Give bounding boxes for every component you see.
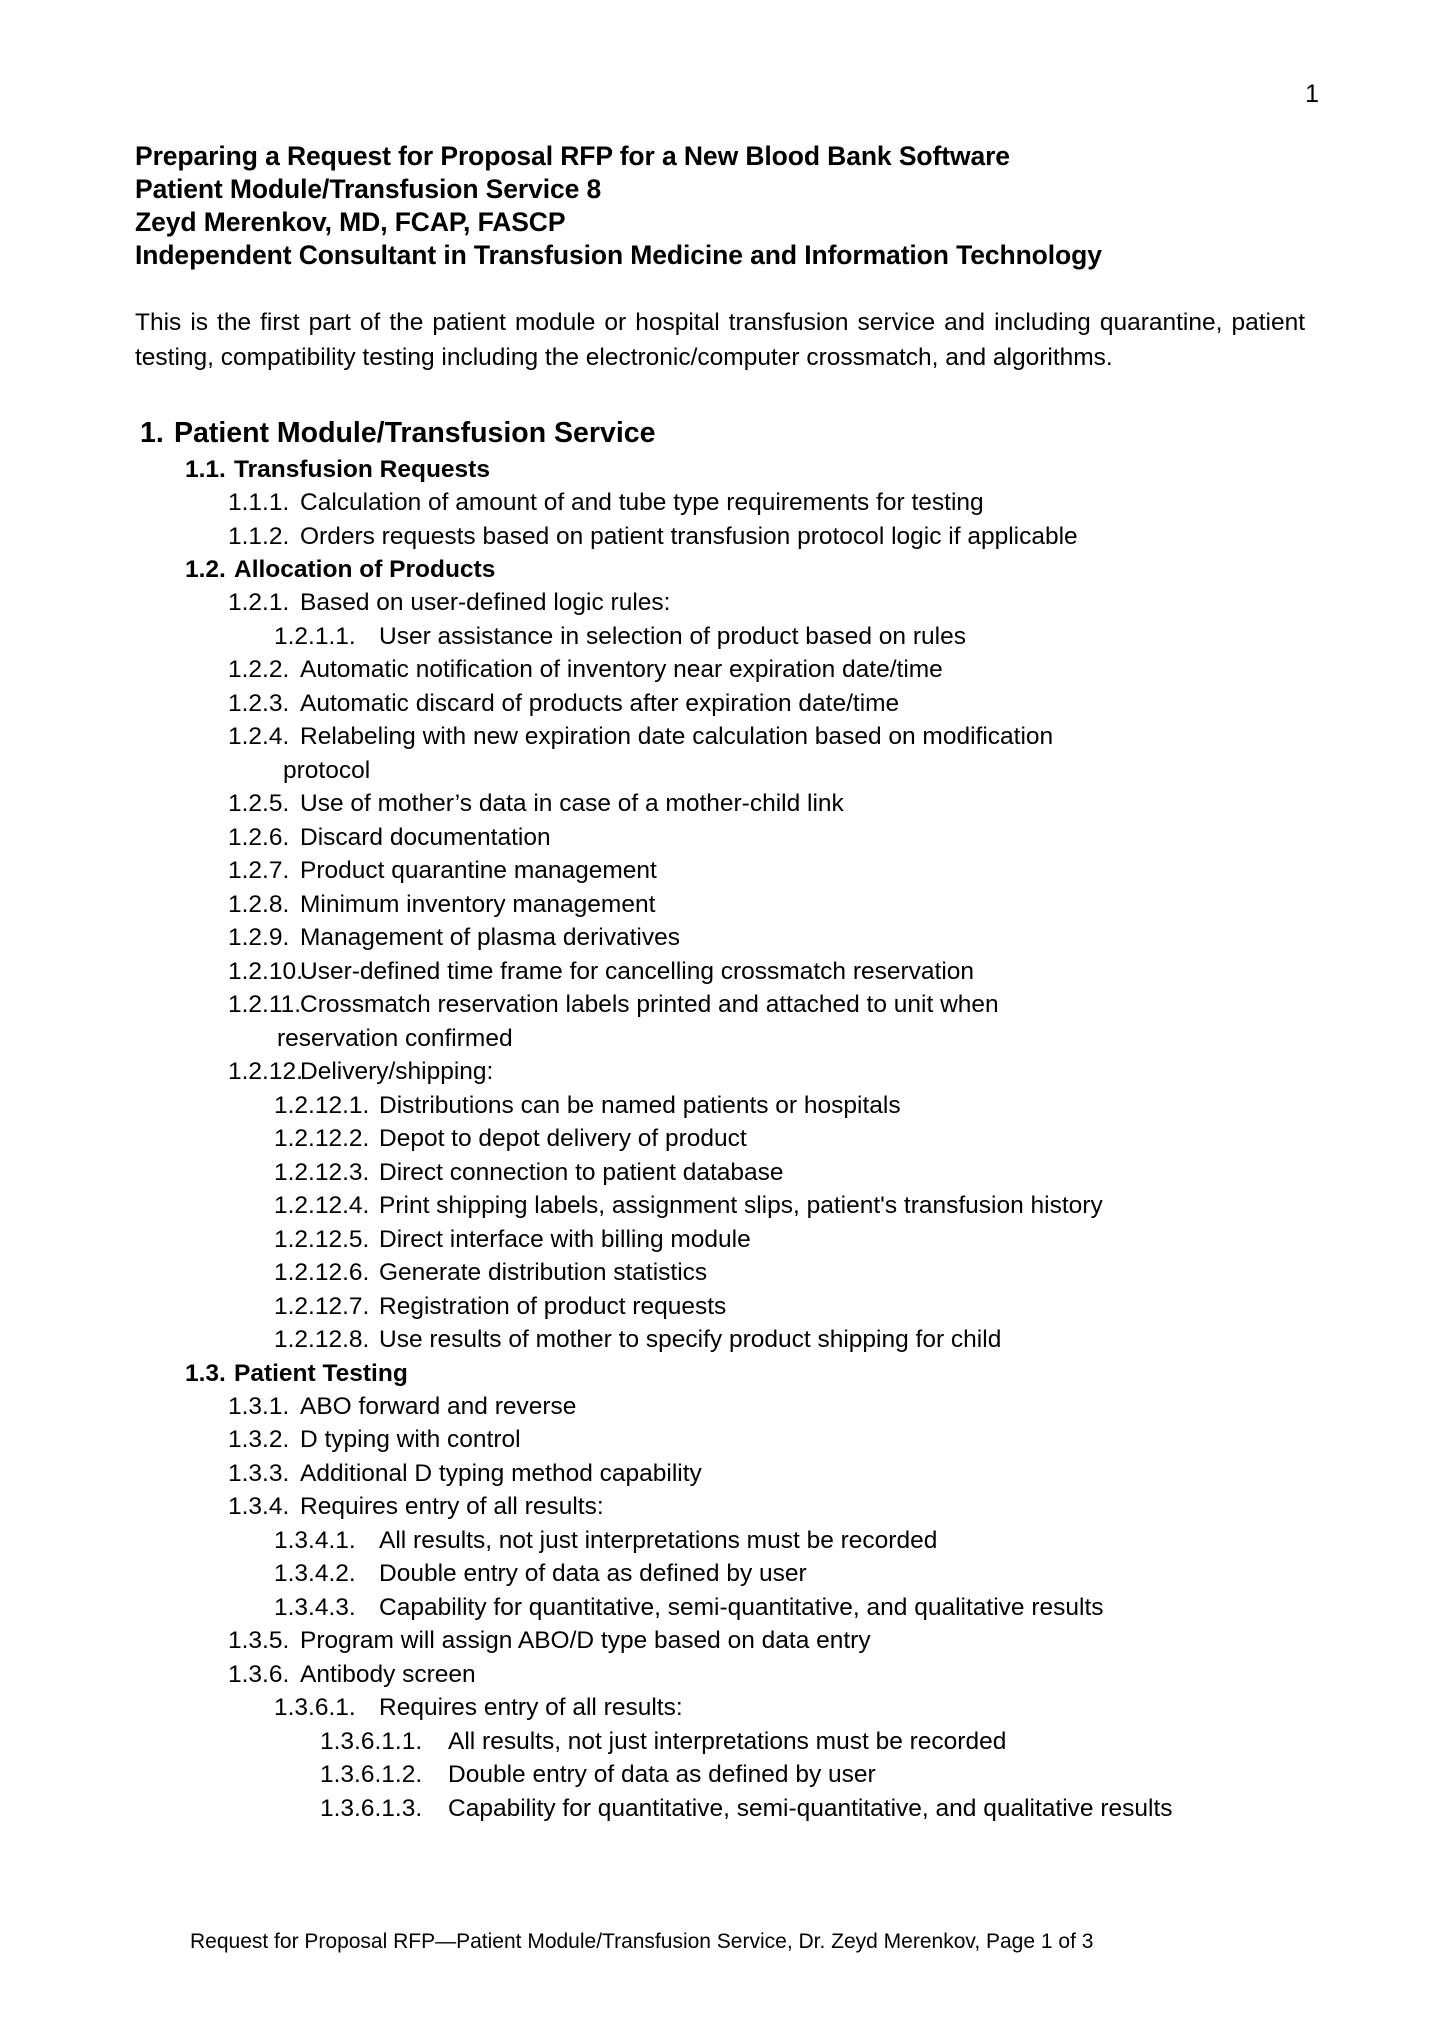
- outline-number: 1.3.4.3.: [274, 1593, 356, 1621]
- outline-text: Generate distribution statistics: [379, 1259, 708, 1286]
- outline-item-1-3-1: [135, 1390, 1305, 1424]
- outline-item-1-2-4-continuation: protocol: [283, 756, 371, 784]
- outline-item-1-1-1: [135, 486, 1305, 520]
- outline-number: 1.2.1.: [228, 589, 290, 616]
- document-content: [135, 140, 1305, 1825]
- outline-number: 1.2.12.1.: [274, 1091, 370, 1119]
- outline-text: Automatic discard of products after expiration date/time: [300, 689, 900, 717]
- outline-item-1-2-11-continuation: reservation confirmed: [277, 1024, 513, 1052]
- outline-text: All results, not just interpretations must be recorded: [379, 1526, 938, 1554]
- outline-text: Double entry of data as defined by user: [379, 1560, 807, 1587]
- outline-item-1-3-4-2: [135, 1557, 1305, 1591]
- outline-text: Capability for quantitative, semi-quantitative, and qualitative results: [448, 1794, 1173, 1822]
- outline-number: 1.2.: [185, 556, 226, 583]
- outline-item-1-3-5: [135, 1624, 1305, 1658]
- outline-text: ABO forward and reverse: [300, 1392, 577, 1420]
- page-footer: Request for Proposal RFP—Patient Module/Transfusion Service, Dr. Zeyd Merenkov, Page 1 of 3: [190, 1930, 1094, 1953]
- outline-text: User assistance in selection of product based on rules: [379, 622, 966, 650]
- outline-number: 1.2.12.3.: [274, 1158, 370, 1186]
- outline-number: 1.2.8.: [228, 890, 290, 918]
- outline-number: 1.3.: [185, 1359, 226, 1387]
- outline-number: 1.2.12.6.: [274, 1259, 370, 1286]
- outline-item-1-2-6: [135, 821, 1305, 855]
- outline-text: Allocation of Products: [234, 556, 496, 583]
- outline-text: Based on user-defined logic rules:: [300, 589, 671, 616]
- outline-text: Product quarantine management: [300, 857, 657, 884]
- outline-text: Distributions can be named patients or hospitals: [379, 1091, 901, 1119]
- outline-item-1-3-6-1: [135, 1691, 1305, 1725]
- outline-item-1-2-3: [135, 687, 1305, 721]
- outline-number: 1.2.12.: [228, 1058, 303, 1085]
- outline-item-1-1: [135, 453, 1305, 486]
- outline-number: 1.3.4.1.: [274, 1526, 356, 1554]
- outline-item-1-2-10: [135, 955, 1305, 989]
- outline-number: 1.3.4.: [228, 1493, 290, 1520]
- outline-text: Patient Testing: [234, 1359, 408, 1387]
- outline-number: 1.3.6.: [228, 1660, 290, 1688]
- outline-number: 1.2.12.5.: [274, 1225, 370, 1253]
- title-line-2: Patient Module/Transfusion Service 8: [135, 174, 602, 204]
- outline-number: 1.2.12.2.: [274, 1125, 370, 1152]
- outline-item-1-3: [135, 1357, 1305, 1390]
- outline-number: 1.2.7.: [228, 857, 290, 884]
- outline-item-1-2-5: [135, 787, 1305, 821]
- title-line-3: Zeyd Merenkov, MD, FCAP, FASCP: [135, 207, 566, 237]
- outline-item-1-3-2: [135, 1423, 1305, 1457]
- outline-item-1-3-3: [135, 1457, 1305, 1491]
- outline-text: Discard documentation: [300, 823, 551, 851]
- outline-item-1-1-2: [135, 520, 1305, 554]
- outline-item-1-2-12-7: [135, 1290, 1305, 1324]
- outline-item-1-3-6-1-3: [135, 1792, 1305, 1826]
- outline-item-1-3-4-1: [135, 1524, 1305, 1558]
- outline-text: Delivery/shipping:: [300, 1058, 494, 1085]
- outline-text: Double entry of data as defined by user: [448, 1761, 876, 1788]
- outline-number: 1.1.2.: [228, 522, 290, 550]
- outline-text: Requires entry of all results:: [379, 1694, 683, 1721]
- outline-number: 1.2.4.: [228, 723, 290, 750]
- outline-text: Registration of product requests: [379, 1292, 727, 1320]
- outline-item-1-3-4: [135, 1490, 1305, 1524]
- outline-item-1-3-6-1-1: [135, 1725, 1305, 1759]
- outline-text: Orders requests based on patient transfusion protocol logic if applicable: [300, 522, 1078, 550]
- outline-number: 1.1.1.: [228, 489, 290, 516]
- outline-item-1-3-6-1-2: [135, 1758, 1305, 1792]
- outline-item-1-2-12-3: [135, 1156, 1305, 1190]
- outline-item-1-2-11: [135, 988, 1305, 1022]
- outline-item-1-2-2: [135, 653, 1305, 687]
- outline-item-1-2-12: [135, 1055, 1305, 1089]
- outline-number: 1.2.6.: [228, 823, 290, 851]
- outline-text: Management of plasma derivatives: [300, 924, 680, 951]
- outline-number: 1.3.3.: [228, 1459, 290, 1487]
- outline-text: Print shipping labels, assignment slips, patient's transfusion history: [379, 1192, 1103, 1219]
- outline-item-1-2-12-4: [135, 1189, 1305, 1223]
- outline-text: Crossmatch reservation labels printed and attached to unit when: [300, 991, 999, 1018]
- outline-number: 1.1.: [185, 456, 226, 483]
- outline-list: [135, 413, 1305, 1825]
- outline-item-1-2: [135, 553, 1305, 586]
- outline-number: 1.3.4.2.: [274, 1560, 356, 1587]
- outline-text: Direct interface with billing module: [379, 1225, 751, 1253]
- outline-number: 1.2.2.: [228, 656, 290, 683]
- outline-number: 1.2.10.: [228, 957, 303, 985]
- outline-text: Direct connection to patient database: [379, 1158, 784, 1186]
- outline-item-1-2-4: [135, 720, 1305, 754]
- outline-item-1-2-12-1: [135, 1089, 1305, 1123]
- outline-item-1-2-9: [135, 921, 1305, 955]
- intro-paragraph: This is the first part of the patient module or hospital transfusion service and including quarantine, patient testing, compatibility testing including the electronic/computer crossmatch, and algorithms.: [135, 309, 1305, 371]
- outline-item-1-3-6: [135, 1658, 1305, 1692]
- outline-text: Requires entry of all results:: [300, 1493, 604, 1520]
- outline-text: Automatic notification of inventory near expiration date/time: [300, 656, 943, 683]
- document-title-block: [135, 140, 1305, 272]
- outline-text: Use results of mother to specify product shipping for child: [379, 1326, 1002, 1353]
- outline-number: 1.2.3.: [228, 689, 290, 717]
- outline-text: Program will assign ABO/D type based on data entry: [300, 1627, 871, 1654]
- outline-text: D typing with control: [300, 1426, 521, 1453]
- outline-number: 1.2.1.1.: [274, 622, 356, 650]
- outline-number: 1.2.11.: [228, 991, 302, 1018]
- outline-item-1-2-12-6: [135, 1256, 1305, 1290]
- outline-number: 1.2.12.7.: [274, 1292, 370, 1320]
- outline-item-1-2-1-1: [135, 620, 1305, 654]
- outline-text: Use of mother’s data in case of a mother-child link: [300, 790, 844, 817]
- outline-item-1-2-7: [135, 854, 1305, 888]
- outline-number: 1.3.6.1.: [274, 1694, 356, 1721]
- outline-text: Capability for quantitative, semi-quantitative, and qualitative results: [379, 1593, 1104, 1621]
- outline-number: 1.2.5.: [228, 790, 290, 817]
- outline-text: Transfusion Requests: [234, 456, 490, 483]
- outline-item-1-2-8: [135, 888, 1305, 922]
- outline-item-1-2-12-8: [135, 1323, 1305, 1357]
- outline-text: Calculation of amount of and tube type requirements for testing: [300, 489, 984, 516]
- outline-item-1-3-4-3: [135, 1591, 1305, 1625]
- title-line-1: Preparing a Request for Proposal RFP for a New Blood Bank Software: [135, 141, 1010, 171]
- outline-item-1-2-1: [135, 586, 1305, 620]
- outline-number: 1.2.12.4.: [274, 1192, 370, 1219]
- outline-text: Relabeling with new expiration date calculation based on modification: [300, 723, 1054, 750]
- outline-number: 1.3.6.1.3.: [320, 1794, 423, 1822]
- outline-text: Minimum inventory management: [300, 890, 656, 918]
- outline-number: 1.: [140, 417, 164, 449]
- title-line-4: Independent Consultant in Transfusion Medicine and Information Technology: [135, 240, 1102, 270]
- outline-number: 1.3.2.: [228, 1426, 290, 1453]
- outline-item-1: [135, 413, 1305, 453]
- outline-text: Additional D typing method capability: [300, 1459, 702, 1487]
- outline-number: 1.3.6.1.1.: [320, 1727, 423, 1755]
- page-number: 1: [1305, 80, 1319, 108]
- outline-item-1-2-12-2: [135, 1122, 1305, 1156]
- outline-text: Patient Module/Transfusion Service: [174, 417, 656, 449]
- outline-text: User-defined time frame for cancelling crossmatch reservation: [300, 957, 975, 985]
- outline-text: Antibody screen: [300, 1660, 476, 1688]
- outline-number: 1.2.12.8.: [274, 1326, 370, 1353]
- outline-number: 1.3.5.: [228, 1627, 290, 1654]
- outline-text: All results, not just interpretations must be recorded: [448, 1727, 1007, 1755]
- outline-item-1-2-12-5: [135, 1223, 1305, 1257]
- outline-number: 1.2.9.: [228, 924, 290, 951]
- outline-number: 1.3.1.: [228, 1392, 290, 1420]
- outline-text: Depot to depot delivery of product: [379, 1125, 747, 1152]
- outline-number: 1.3.6.1.2.: [320, 1761, 423, 1788]
